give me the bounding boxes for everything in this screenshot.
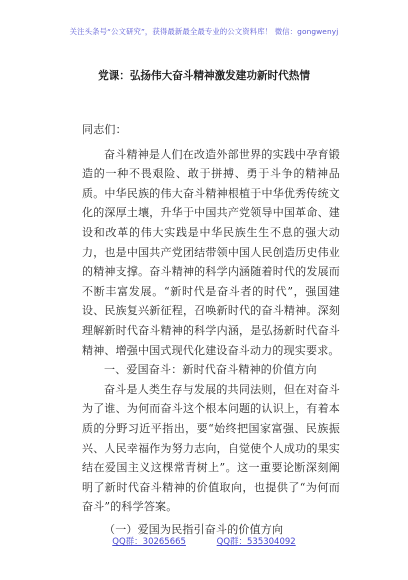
document-body — [82, 120, 340, 539]
footer-qq-group-2[interactable]: QQ群：535304092 — [216, 537, 296, 547]
intro-paragraph: 奋斗精神是人们在改造外部世界的实践中孕育锻造的一种不畏艰险、敢于拼搏、勇于斗争的精神品质。中华民族的伟大奋斗精神根植于中华优秀传统文化的深厚土壤，升华于中国共产党领导中国革命、建设和改革的伟大实践是中华民族生生不息的强大动力，也是中国共产党团结带领中国人民创造历史伟业的精神支撑。奋斗精神的科学内涵随着时代的发展而不断丰富发展。“新时代是奋斗者的时代”，强国建设、民族复兴新征程，召唤新时代的奋斗精神。深刻理解新时代奋斗精神的科学内涵，是弘扬新时代奋斗精神、增强中国式现代化建设奋斗动力的现实要求。 — [82, 147, 340, 357]
document-title: 党课：弘扬伟大奋斗精神激发建功新时代热情 — [98, 70, 310, 82]
footer — [0, 535, 408, 547]
section-paragraph: 奋斗是人类生存与发展的共同法则，但在对奋斗为了谁、为何而奋斗这个根本问题的认识上，有着本质的分野习近平指出，要“始终把国家富强、民族振兴、人民幸福作为努力志向，自觉使个人成功的果实结在爱国主义这棵常青树上”。这一重要论断深刻阐明了新时代奋斗精神的价值取向，也提供了“为何而奋斗”的科学答案。 — [82, 382, 340, 514]
section-heading: 一、爱国奋斗：新时代奋斗精神的价值方向 — [104, 363, 317, 377]
footer-qq-group-1[interactable]: QQ群：30265665 — [112, 537, 186, 547]
salutation: 同志们： — [82, 123, 127, 136]
subsection-heading: （一）爱国为民指引奋斗的价值方向 — [104, 522, 284, 536]
header-promo-note: 关注头条号“公文研究”，获得最新最全最专业的公文资料库！ 微信：gongwenyj — [69, 27, 339, 36]
